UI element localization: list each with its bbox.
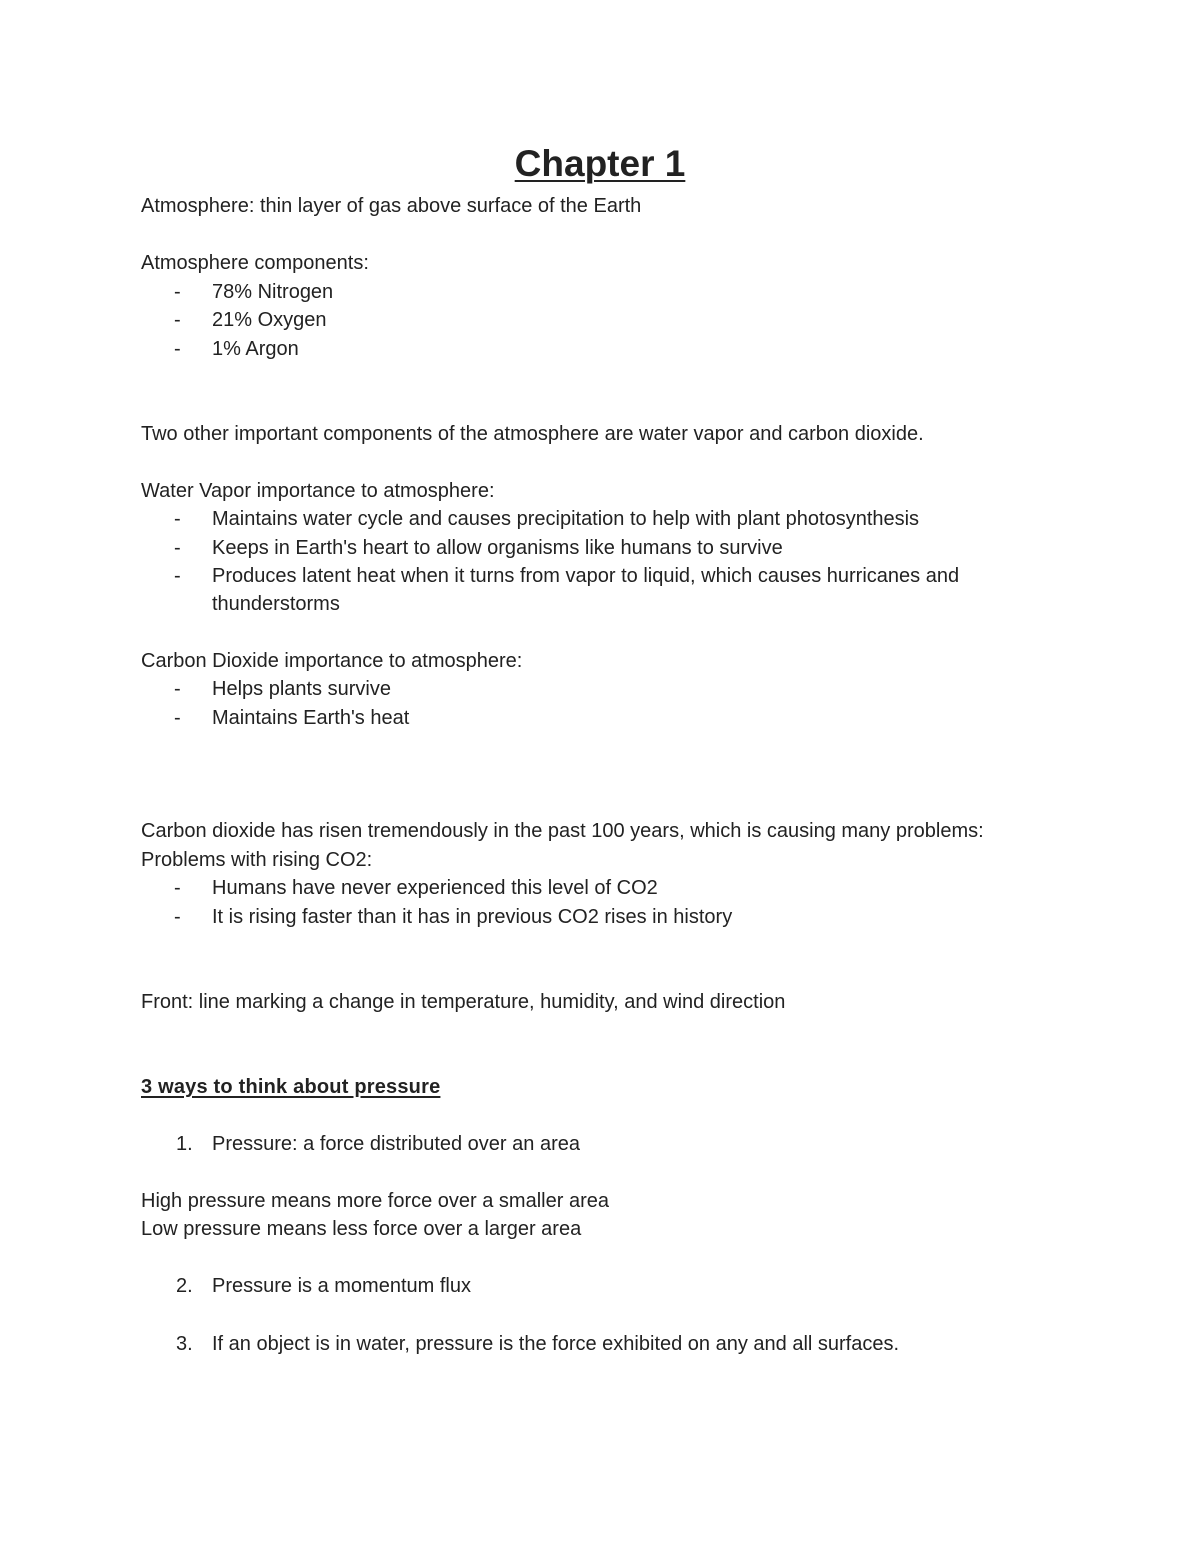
bullet-dash: - (174, 508, 181, 530)
list-number: 1. (176, 1133, 193, 1155)
water-vapor-label: Water Vapor importance to atmosphere: (141, 480, 495, 502)
pressure-point-3: If an object is in water, pressure is the force exhibited on any and all surfaces. (212, 1333, 900, 1355)
high-pressure-text: High pressure means more force over a smaller area (141, 1190, 609, 1212)
water-vapor-item-continued: thunderstorms (212, 593, 340, 615)
pressure-point-1: Pressure: a force distributed over an area (212, 1133, 580, 1155)
page-title: Chapter 1 (514, 143, 686, 184)
front-definition: Front: line marking a change in temperature, humidity, and wind direction (141, 991, 786, 1013)
bullet-dash: - (174, 565, 181, 587)
pressure-heading: 3 ways to think about pressure (141, 1076, 441, 1098)
co2-item: Helps plants survive (212, 678, 391, 700)
water-vapor-item: Maintains water cycle and causes precipitation to help with plant photosynthesis (212, 508, 920, 530)
bullet-dash: - (174, 338, 181, 360)
atmosphere-definition: Atmosphere: thin layer of gas above surface of the Earth (141, 195, 642, 217)
bullet-dash: - (174, 707, 181, 729)
list-number: 2. (176, 1275, 193, 1297)
component-item: 1% Argon (212, 338, 299, 360)
co2-problem-item: Humans have never experienced this level of CO2 (212, 877, 658, 899)
low-pressure-text: Low pressure means less force over a larger area (141, 1218, 582, 1240)
pressure-point-2: Pressure is a momentum flux (212, 1275, 471, 1297)
co2-problems-label: Problems with rising CO2: (141, 849, 373, 871)
component-item: 21% Oxygen (212, 309, 327, 331)
co2-item: Maintains Earth's heat (212, 707, 410, 729)
other-components-text: Two other important components of the atmosphere are water vapor and carbon dioxide. (141, 423, 924, 445)
co2-problem-item: It is rising faster than it has in previous CO2 rises in history (212, 906, 733, 928)
co2-rise-text: Carbon dioxide has risen tremendously in the past 100 years, which is causing many problems: (141, 820, 984, 842)
bullet-dash: - (174, 281, 181, 303)
list-number: 3. (176, 1333, 193, 1355)
bullet-dash: - (174, 309, 181, 331)
bullet-dash: - (174, 537, 181, 559)
bullet-dash: - (174, 877, 181, 899)
water-vapor-item: Keeps in Earth's heart to allow organisms like humans to survive (212, 537, 783, 559)
co2-label: Carbon Dioxide importance to atmosphere: (141, 650, 523, 672)
water-vapor-item: Produces latent heat when it turns from vapor to liquid, which causes hurricanes and (212, 565, 960, 587)
component-item: 78% Nitrogen (212, 281, 334, 303)
bullet-dash: - (174, 906, 181, 928)
bullet-dash: - (174, 678, 181, 700)
components-label: Atmosphere components: (141, 252, 369, 274)
